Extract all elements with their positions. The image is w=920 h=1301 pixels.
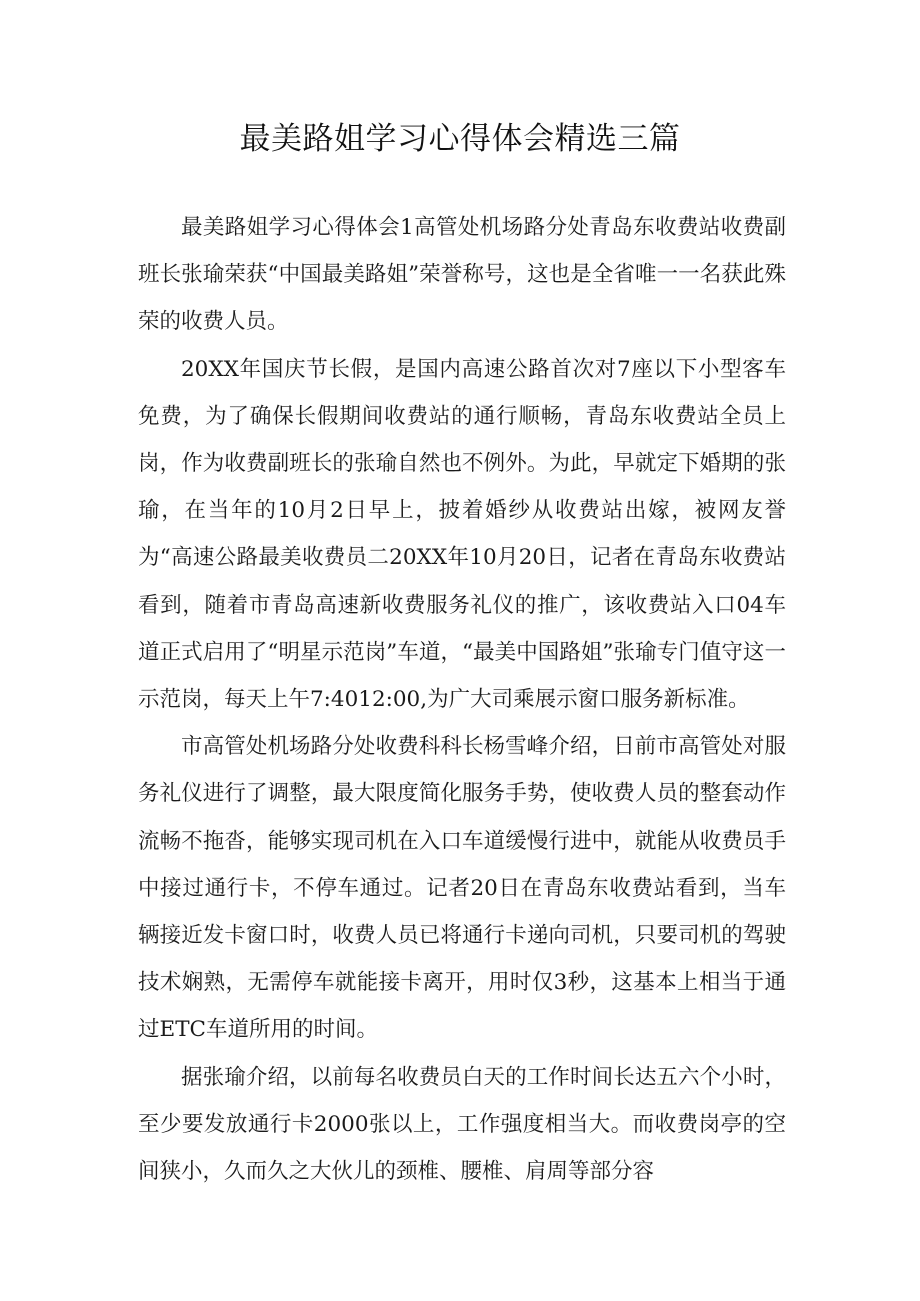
document-body	[138, 204, 786, 1195]
paragraph-2: 20XX年国庆节长假，是国内高速公路首次对7座以下小型客车免费，为了确保长假期间收费站的通行顺畅，青岛东收费站全员上岗，作为收费副班长的张瑜自然也不例外。为此，早就定下婚期的张瑜，在当年的10月2日早上，披着婚纱从收费站出嫁，被网友誉为“高速公路最美收费员二20XX年10月20日，记者在青岛东收费站看到，随着市青岛高速新收费服务礼仪的推广，该收费站入口04车道正式启用了“明星示范岗”车道，“最美中国路姐”张瑜专门值守这一示范岗，每天上午7:4012:00,为广大司乘展示窗口服务新标准。	[138, 356, 786, 713]
document-title: 最美路姐学习心得体会精选三篇	[239, 121, 681, 157]
paragraph-1: 最美路姐学习心得体会1高管处机场路分处青岛东收费站收费副班长张瑜荣获“中国最美路姐”荣誉称号，这也是全省唯一一名获此殊荣的收费人员。	[138, 215, 786, 335]
paragraph-3: 市高管处机场路分处收费科科长杨雪峰介绍，日前市高管处对服务礼仪进行了调整，最大限度简化服务手势，使收费人员的整套动作流畅不拖沓，能够实现司机在入口车道缓慢行进中，就能从收费员手中接过通行卡，不停车通过。记者20日在青岛东收费站看到，当车辆接近发卡窗口时，收费人员已将通行卡递向司机，只要司机的驾驶技术娴熟，无需停车就能接卡离开，用时仅3秒，这基本上相当于通过ETC车道所用的时间。	[138, 734, 786, 1043]
paragraph-4: 据张瑜介绍，以前每名收费员白天的工作时间长达五六个小时，至少要发放通行卡2000张以上，工作强度相当大。而收费岗亭的空间狭小，久而久之大伙儿的颈椎、腰椎、肩周等部分容	[138, 1064, 786, 1185]
